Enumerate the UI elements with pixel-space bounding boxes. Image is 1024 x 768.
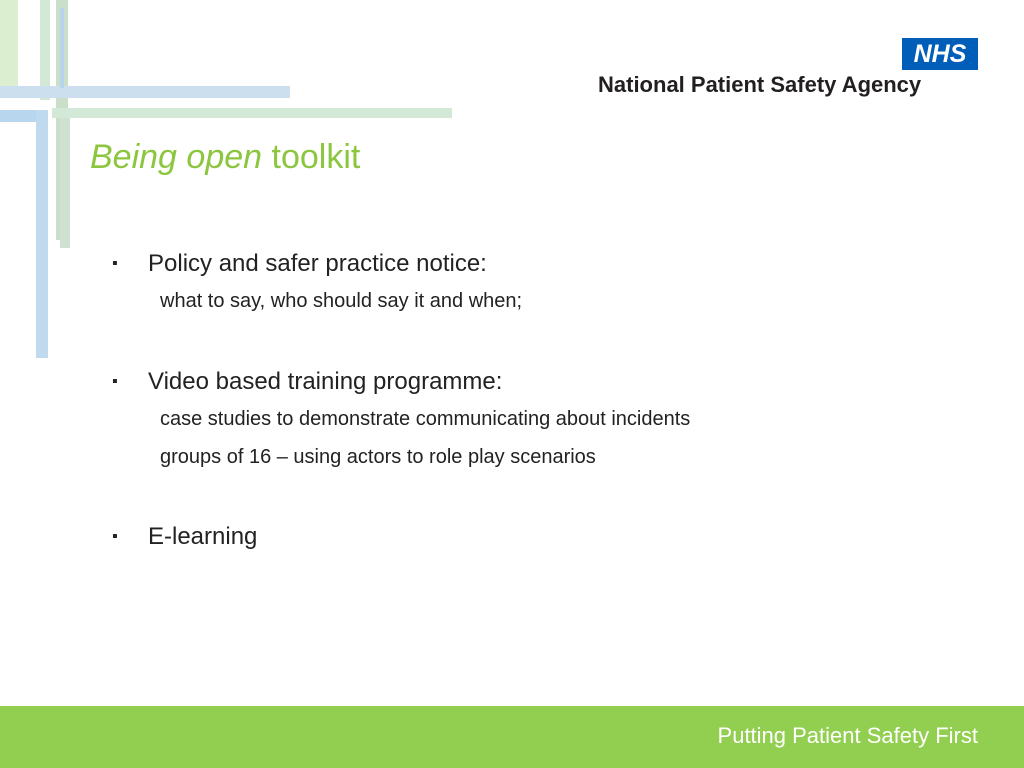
agency-name: National Patient Safety Agency — [598, 72, 922, 97]
bullet-text: E-learning — [148, 523, 258, 550]
title-rest: toolkit — [271, 138, 361, 176]
bullet-item — [112, 250, 487, 278]
bullet-item — [112, 368, 502, 396]
footer-tagline: Putting Patient Safety First — [717, 723, 978, 748]
slide-title — [90, 138, 360, 177]
sub-item: groups of 16 – using actors to role play scenarios — [160, 446, 596, 468]
title-italic: Being open — [90, 138, 263, 176]
sub-item: case studies to demonstrate communicating about incidents — [160, 408, 691, 430]
sub-item: what to say, who should say it and when; — [160, 290, 523, 312]
nhs-logo-badge: NHS — [902, 38, 978, 70]
bullet-item — [112, 523, 257, 551]
bullet-text: Policy and safer practice notice: — [148, 250, 487, 277]
bullet-marker: ▪ — [112, 528, 118, 545]
footer-bar — [0, 706, 1024, 768]
bullet-marker: ▪ — [112, 255, 118, 272]
bullet-text: Video based training programme: — [148, 368, 503, 395]
bullet-marker: ▪ — [112, 373, 118, 390]
